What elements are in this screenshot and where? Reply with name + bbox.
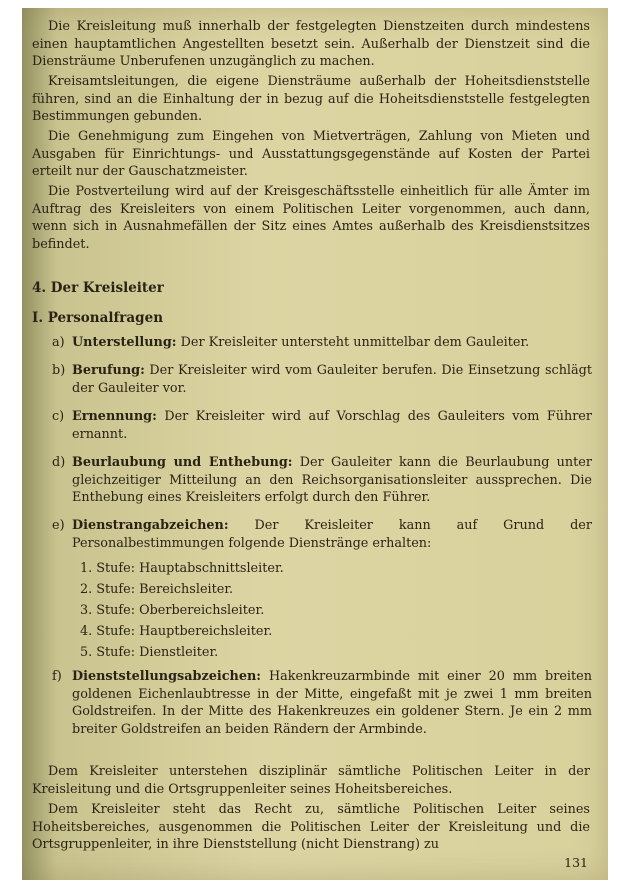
item-text: Der Kreisleiter untersteht unmittelbar dem Gauleiter. — [180, 335, 530, 350]
rank-step-3: 3. Stufe: Oberbereichsleiter. — [80, 603, 265, 618]
item-letter: b) — [52, 363, 66, 378]
item-term: Beurlaubung und Enthebung: — [72, 455, 293, 470]
paragraph-lease-approval: Die Genehmigung zum Eingehen von Mietverträgen, Zahlung von Mieten und Ausgaben für Einrichtungs- und Ausstattungsgegenstände auf Kosten der Partei erteilt nur der Gauschatzmeister. — [32, 129, 590, 179]
item-letter: c) — [52, 409, 65, 424]
paragraph-disciplinary: Dem Kreisleiter unterstehen disziplinär sämtliche Politischen Leiter in der Kreisleitung und die Ortsgruppenleiter seines Hoheitsbereiches. — [32, 764, 590, 797]
item-letter: f) — [52, 669, 62, 684]
subsection-title: I. Personalfragen — [32, 310, 164, 326]
book-page — [22, 8, 608, 880]
item-text: Der Kreisleiter kann auf Grund der Personalbestimmungen folgende Dienstränge erhalten: — [72, 518, 592, 551]
item-letter: d) — [52, 455, 66, 470]
item-letter: e) — [52, 518, 65, 533]
item-term: Dienststellungsabzeichen: — [72, 669, 262, 684]
rank-step-1: 1. Stufe: Hauptabschnittsleiter. — [80, 561, 284, 576]
item-term: Unterstellung: — [72, 335, 177, 350]
list-item-d — [52, 454, 592, 507]
item-term: Berufung: — [72, 363, 145, 378]
rank-step-5: 5. Stufe: Dienstleiter. — [80, 645, 219, 660]
list-item-f — [52, 668, 592, 738]
item-term: Ernennung: — [72, 409, 157, 424]
section-title: 4. Der Kreisleiter — [32, 280, 164, 296]
page-number: 131 — [564, 855, 588, 870]
list-item-b — [52, 362, 592, 397]
paragraph-mail-distribution: Die Postverteilung wird auf der Kreisgeschäftsstelle einheitlich für alle Ämter im Auftrag des Kreisleiters von einem Politischen Leiter vorgenommen, auch dann, wenn sich in Ausnahmefällen der Sitz eines Amtes außerhalb des Kreisdienstsitzes befindet. — [32, 184, 590, 252]
list-item-c — [52, 408, 592, 443]
list-item-e — [52, 517, 592, 552]
item-term: Dienstrangabzeichen: — [72, 518, 229, 533]
item-text: Hakenkreuzarmbinde mit einer 20 mm breiten goldenen Eichenlaubtresse in der Mitte, eingefaßt mit je zwei 1 mm breiten Goldstreifen. In der Mitte des Hakenkreuzes ein goldener Stern. Je ein 2 mm breiter Goldstreifen an beiden Rändern der Armbinde. — [72, 669, 592, 737]
item-text: Der Kreisleiter wird vom Gauleiter berufen. Die Einsetzung schlägt der Gauleiter vor. — [72, 363, 592, 396]
rank-step-4: 4. Stufe: Hauptbereichsleiter. — [80, 624, 273, 639]
paragraph-office-hours: Die Kreisleitung muß innerhalb der festgelegten Dienstzeiten durch mindestens einen hauptamtlichen Angestellten besetzt sein. Außerhalb der Dienstzeit sind die Diensträume Unberufenen unzugänglich zu machen. — [32, 19, 590, 69]
list-item-a — [52, 334, 592, 352]
item-text: Der Kreisleiter wird auf Vorschlag des Gauleiters vom Führer ernannt. — [72, 409, 592, 442]
item-text: Der Gauleiter kann die Beurlaubung unter gleichzeitiger Mitteilung an den Reichsorganisationsleiter aussprechen. Die Enthebung eines Kreisleiters erfolgt durch den Führer. — [72, 455, 592, 505]
paragraph-appointment-right: Dem Kreisleiter steht das Recht zu, sämtliche Politischen Leiter seines Hoheitsbereiches, ausgenommen die Politischen Leiter der Kreisleitung und die Ortsgruppenleiter, in ihre Dienststellung (nicht Dienstrang) zu — [32, 802, 590, 852]
rank-step-2: 2. Stufe: Bereichsleiter. — [80, 582, 234, 597]
item-letter: a) — [52, 335, 65, 350]
paragraph-department-offices: Kreisamtsleitungen, die eigene Diensträume außerhalb der Hoheitsdienststelle führen, sind an die Einhaltung der in bezug auf die Hoheitsdienststelle festgelegten Bestimmungen gebunden. — [32, 74, 590, 124]
